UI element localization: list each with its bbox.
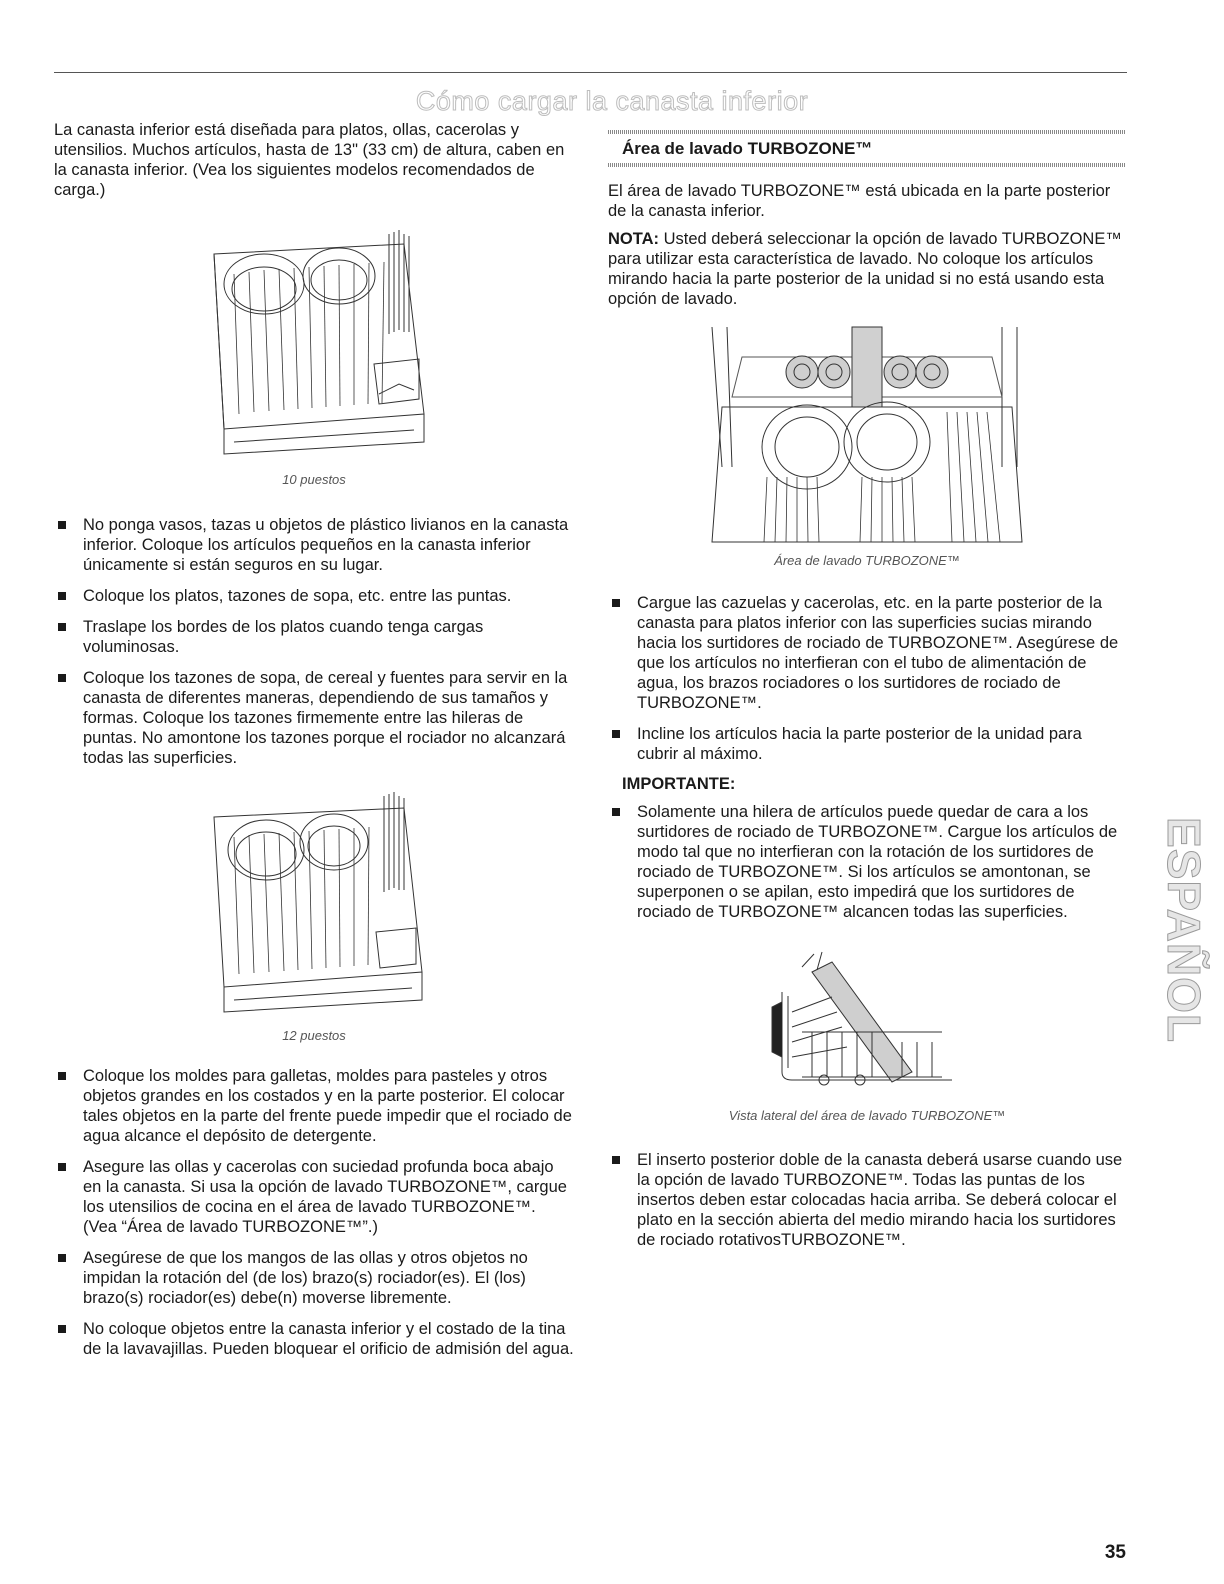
list-item: No coloque objetos entre la canasta inferior y el costado de la tina de la lavavajillas. Pueden bloquear el orificio de admisión del agua.	[54, 1319, 574, 1359]
note-paragraph	[608, 229, 1126, 309]
rack-12-place-settings-illustration	[194, 782, 434, 1022]
left-bullet-list-2	[54, 1066, 574, 1359]
list-item: Incline los artículos hacia la parte posterior de la unidad para cubrir al máximo.	[608, 724, 1126, 764]
list-item: No ponga vasos, tazas u objetos de plástico livianos en la canasta inferior. Coloque los artículos pequeños en la canasta inferior únicamente si están seguros en su lugar.	[54, 515, 574, 575]
rack-10-place-settings-illustration	[194, 214, 434, 464]
list-item: Cargue las cazuelas y cacerolas, etc. en la parte posterior de la canasta para platos inferior con las superficies sucias mirando hacia los surtidores de rociado de TURBOZONE™. Asegúrese de que los artículos no interfieran con el tubo de alimentación de agua, los brazos rociadores o los surtidores de rociado de TURBOZONE™.	[608, 593, 1126, 713]
bullet-square-icon	[58, 521, 66, 529]
right-bullet-list-1	[608, 593, 1126, 764]
bullet-square-icon	[58, 592, 66, 600]
top-rule	[54, 72, 1127, 73]
bullet-square-icon	[58, 1163, 66, 1171]
bullet-square-icon	[612, 808, 620, 816]
page-number: 35	[1104, 1542, 1126, 1563]
section-heading: Área de lavado TURBOZONE™	[622, 139, 873, 158]
bullet-square-icon	[58, 623, 66, 631]
figure4-caption: Vista lateral del área de lavado TURBOZONE™	[728, 1108, 1006, 1123]
bullet-square-icon	[58, 1325, 66, 1333]
list-item: Asegure las ollas y cacerolas con suciedad profunda boca abajo en la canasta. Si usa la opción de lavado TURBOZONE™, cargue los utensilios de cocina en el área de lavado TURBOZONE™. (Vea “Área de lavado TURBOZONE™”.)	[54, 1157, 574, 1237]
list-item: Asegúrese de que los mangos de las ollas y otros objetos no impidan la rotación del (de los) brazo(s) rociador(es). El (los) brazo(s) rociador(es) debe(n) moverse libremente.	[54, 1248, 574, 1308]
language-side-tab-text: ESPAÑOL	[1158, 817, 1210, 1043]
figure3-caption: Área de lavado TURBOZONE™	[774, 553, 960, 568]
bullet-square-icon	[58, 1254, 66, 1262]
right-column	[608, 120, 1126, 1261]
bullet-square-icon	[612, 730, 620, 738]
important-bullet-list	[608, 802, 1126, 922]
turbozone-side-view-illustration	[772, 952, 962, 1092]
left-column	[54, 120, 574, 1370]
intro-paragraph: La canasta inferior está diseñada para platos, ollas, cacerolas y utensilios. Muchos artículos, hasta de 13" (33 cm) de altura, caben en la canasta inferior. (Vea los siguientes modelos recomendados de carga.)	[54, 121, 565, 199]
list-item: El inserto posterior doble de la canasta deberá usarse cuando use la opción de lavado TURBOZONE™. Todas las puntas de los insertos deben estar colocadas hacia arriba. Se deberá colocar el plato en la sección abierta del medio mirando hacia los surtidores de rociado rotativosTURBOZONE™.	[608, 1150, 1126, 1250]
figure2-caption: 12 puestos	[282, 1028, 346, 1043]
right-bullet-list-2	[608, 1150, 1126, 1250]
list-item: Solamente una hilera de artículos puede quedar de cara a los surtidores de rociado de TURBOZONE™. Cargue los artículos de modo tal que no interfieran con la rotación de los surtidores de rociado de TURBOZONE™. Si los artículos se amontonan, se superponen o se apilan, esto impedirá que los surtidores de rociado de TURBOZONE™ alcancen todas las superficies.	[608, 802, 1126, 922]
left-bullet-list-1	[54, 515, 574, 768]
bullet-square-icon	[58, 674, 66, 682]
bullet-square-icon	[612, 1156, 620, 1164]
list-item: Coloque los moldes para galletas, moldes para pasteles y otros objetos grandes en los costados y en la parte posterior. El colocar tales objetos en la parte del frente puede impedir que el rociado de agua alcance el depósito de detergente.	[54, 1066, 574, 1146]
note-text: Usted deberá seleccionar la opción de lavado TURBOZONE™ para utilizar esta característica de lavado. No coloque los artículos mirando hacia la parte posterior de la unidad si no está usando esta opción de lavado.	[608, 230, 1122, 308]
section-bar-bottom	[608, 163, 1126, 167]
figure1-caption: 10 puestos	[282, 472, 346, 487]
bullet-square-icon	[58, 1072, 66, 1080]
list-item: Traslape los bordes de los platos cuando tenga cargas voluminosas.	[54, 617, 574, 657]
list-item: Coloque los tazones de sopa, de cereal y fuentes para servir en la canasta de diferentes maneras, dependiendo de sus tamaños y formas. Coloque los tazones firmemente entre las hileras de puntas. No amontone los tazones porque el rociador no alcanzará todas las superficies.	[54, 668, 574, 768]
bullet-square-icon	[612, 599, 620, 607]
note-label: NOTA:	[608, 230, 660, 248]
turbozone-intro: El área de lavado TURBOZONE™ está ubicada en la parte posterior de la canasta inferior.	[608, 182, 1111, 220]
page-title: Cómo cargar la canasta inferior	[415, 86, 809, 116]
language-side-tab	[1110, 800, 1210, 1060]
turbozone-area-illustration	[702, 317, 1032, 547]
important-label: IMPORTANTE:	[622, 775, 736, 793]
list-item: Coloque los platos, tazones de sopa, etc. entre las puntas.	[54, 586, 574, 606]
